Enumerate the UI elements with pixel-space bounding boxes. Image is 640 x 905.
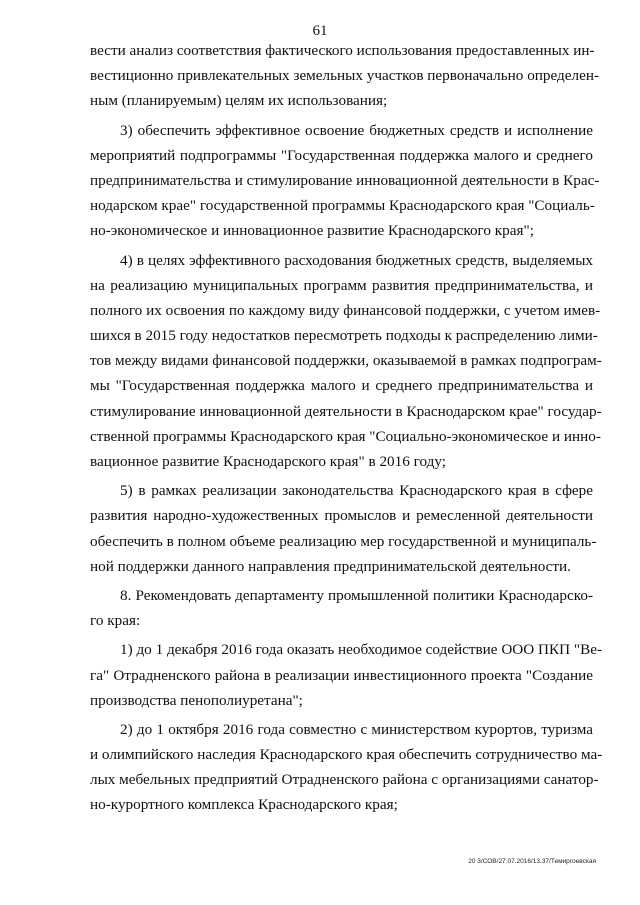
footer-document-code: 20 3/СОВ/27.07.2016/13.37/Темиргоевская: [468, 858, 596, 865]
text-line: 5) в рамках реализации законодательства Краснодарского края в сфере: [120, 482, 593, 500]
text-line: полного их освоения по каждому виду финансовой поддержки, с учетом имев-: [90, 301, 601, 319]
text-line: вационное развитие Краснодарского края" в 2016 году;: [90, 453, 446, 470]
text-line: ным (планируемым) целям их использования;: [90, 92, 388, 110]
text-line: лых мебельных предприятий Отрадненского района с организациями санатор-: [90, 771, 599, 789]
document-body: [90, 38, 603, 818]
text-line: га" Отрадненского района в реализации инвестиционного проекта "Создание: [90, 666, 593, 684]
text-line: но-экономическое и инновационное развитие Краснодарского края";: [90, 222, 534, 240]
text-line: ной поддержки данного направления предпринимательской деятельности.: [90, 557, 571, 575]
text-line: тов между видами финансовой поддержки, оказываемой в рамках подпрограм-: [90, 352, 602, 370]
text-line: 4) в целях эффективного расходования бюджетных средств, выделяемых: [120, 251, 593, 269]
text-line: 3) обеспечить эффективное освоение бюджетных средств и исполнение: [120, 121, 593, 139]
text-line: 1) до 1 декабря 2016 года оказать необходимое содействие ООО ПКП "Ве-: [120, 641, 603, 659]
paragraph: [90, 248, 602, 475]
paragraph: [90, 637, 603, 713]
text-line: мы "Государственная поддержка малого и среднего предпринимательства и: [90, 377, 593, 395]
text-line: обеспечить в полном объеме реализацию мер государственной и муниципаль-: [90, 532, 597, 550]
page-number: 61: [312, 23, 328, 39]
text-line: стимулирование инновационной деятельности в Краснодарском крае" государ-: [90, 402, 602, 420]
text-line: 8. Рекомендовать департаменту промышленной политики Краснодарско-: [120, 586, 593, 604]
text-line: производства пенополиуретана";: [90, 691, 303, 709]
paragraph: [90, 717, 603, 818]
text-line: развития народно-художественных промыслов и ремесленной деятельности: [90, 507, 593, 525]
text-line: ственной программы Краснодарского края "Социально-экономическое и инно-: [90, 427, 601, 445]
text-line: 2) до 1 октября 2016 года совместно с министерством курортов, туризма: [120, 720, 593, 738]
text-line: го края:: [90, 612, 141, 630]
text-line: вести анализ соответствия фактического использования предоставленных ин-: [90, 42, 595, 59]
text-line: но-курортного комплекса Краснодарского края;: [90, 796, 398, 814]
text-line: вестиционно привлекательных земельных участков первоначально определен-: [90, 67, 600, 85]
paragraph: [90, 583, 593, 633]
paragraph: [90, 118, 600, 244]
text-line: и олимпийского наследия Краснодарского края обеспечить сотрудничество ма-: [90, 746, 603, 764]
text-line: нодарском крае" государственной программы Краснодарского края "Социаль-: [90, 197, 595, 215]
paragraph: [90, 478, 597, 579]
text-line: шихся в 2015 году недостатков пересмотреть подходы к распределению лими-: [90, 327, 598, 345]
text-line: предпринимательства и стимулирование инновационной деятельности в Крас-: [90, 171, 600, 189]
paragraph: [90, 38, 600, 114]
text-line: мероприятий подпрограммы "Государственная поддержка малого и среднего: [90, 146, 593, 164]
text-line: на реализацию муниципальных программ развития предпринимательства, и: [90, 276, 593, 294]
